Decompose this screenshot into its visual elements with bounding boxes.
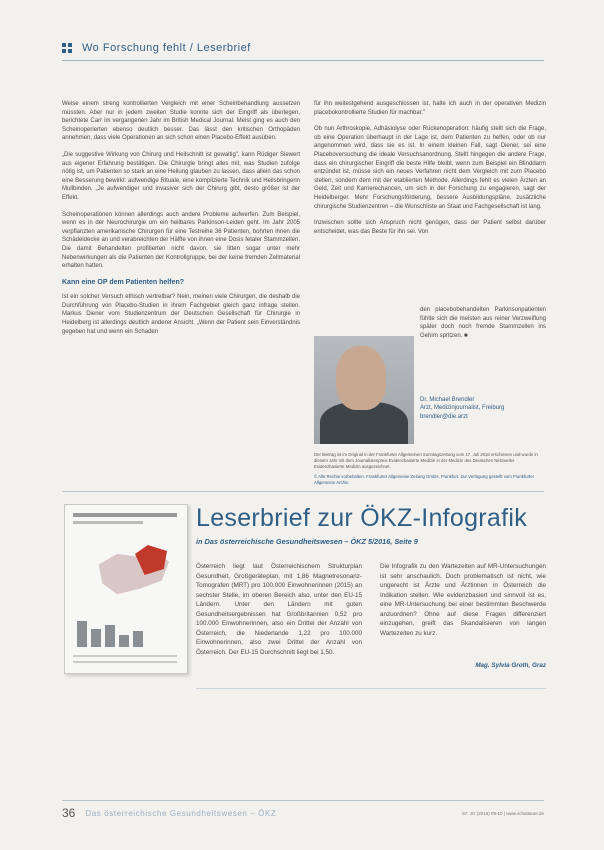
letter-right-column: Die Infografik zu den Wartezeiten auf MR-Untersuchungen ist sehr anschaulich. Doch problematisch ist nicht, wie ungerecht ist Ärzte und Ärztinnen in Österreich die Indikation stellen. Wie evidenzbasiert und sinnvoll ist es, eine MR-Untersuchung bei einer bestimmten Beschwerde anzuordnen? Ohne auf diese Fragen differenziert einzugehen, greift das Skandalisieren von langen Wartezeiten zu kurz.: [380, 563, 546, 637]
issue-info: 57. JG (2016) 09-10 | www.schattauer.de: [462, 810, 544, 816]
author-photo: [314, 336, 414, 444]
article-subheading: Kann eine OP dem Patienten helfen?: [62, 278, 185, 286]
paragraph: Ist ein solcher Versuch ethisch vertretbar? Nein, meinen viele Chirurgen, die deshalb die Durchführung von Placebo-Studien in ihrem Fachgebiet gleich ganz infrage stellen. Markus Diener vom Studienzentrum der Deutschen Gesellschaft für Chirurgie in Heidelberg ist allerdings deutlich anderer Ansicht. „Wenn der Patient sein Einverständnis gegeben hat und wenn ein Schaden: [62, 294, 300, 335]
wrapped-text: den placebobehandelten Parkinsonpatienten fühlte sich die meisten aus reiner Verzweiflung später doch noch fremde Stammzellen ins Gehirn spritzen. ■: [420, 307, 546, 339]
paragraph: „Die suggestive Wirkung von Chirurg und Heilschnitt ist gewaltig", kann Rüdiger Siewert aus eigener Erfahrung bestätigen. Die Chirurgie bringt alles mit, was Studien zufolge nötig ist, um Patienten so stark an eine Heilung glauben zu lassen, dass allein das schon eine Besserung bewirkt: aufwendige Rituale, eine komplizierte Technik und Heilsbringerin Mullbinden. „Je aufwendiger und invasiver sich der Chirurg gibt, desto größer ist der Effekt.: [62, 151, 300, 201]
copyright-note: © Alle Rechte vorbehalten. Frankfurter Allgemeine Zeitung GmbH, Frankfurt. Zur Verfügung gestellt vom Frankfurter Allgemeine Archiv.: [314, 474, 535, 485]
paragraph: Weise einem streng kontrollierten Vergleich mit einer Scheinbehandlung aussetzen müssten. Aber nur in jedem zweiten Studie konnte sich der Eingriff als überlegen, berichtete Carr im vergangenen Jahr im British Medical Journal. Meist ging es auch den Scheinoperierten ebenso deutlich besser. Das lässt den kritischen Orthopäden annehmen, dass viele Operationen an sich schon einen Placebo-Effekt ausüben.: [62, 101, 300, 142]
letter-author: Mag. Sylvia Groth, Graz: [475, 662, 546, 669]
footer-divider: [62, 800, 544, 801]
section-divider: [62, 491, 544, 492]
page-number: 36: [62, 806, 76, 820]
letter-end-rule: [196, 688, 546, 689]
page-footer: [62, 806, 544, 820]
publication-name: Das österreichische Gesundheitswesen – ÖKZ: [85, 808, 277, 818]
article-right-column: [314, 100, 546, 244]
paragraph: Ob nun Arthroskopie, Adhäsiolyse oder Rückenoperation: häufig stellt sich die Frage, ob eine Operation überhaupt in der Lage ist, dem Patienten zu helfen, oder ob nur angenommen wird, dass sie es ist. In einem kleinen Fall, sagt Diener, sei eine Placeboversuchung die ideale Versuchsanordnung. Stellt hingegen die andere Frage, dass ein chirurgischer Eingriff die beste Hilfe bleibt, wenn zum Beispiel ein Blinddarm entzündet ist, müsse sich ein neues Verfahren nicht dem Vergleich mit zum Placebo stellen, sondern dem mit der etablierten Methode. Allerdings fehlt es vielen Ärzten an Geld, Zeit und Karrierechancen, um sich in der Forschung zu engagieren, sagt der Heidelberger. Mehr Forschungsförderung, bessere Ausbildungspläne, zusätzliche chirurgische Studienzentren – die Wunschliste an Staat und Fachgesellschaft ist lang.: [314, 126, 546, 210]
section-header: [62, 42, 582, 54]
paragraph: Inzwischen sollte sich Anspruch nicht genügen, dass der Patient selbst darüber entscheidet, was das Beste für ihn sei. Von: [314, 220, 546, 235]
paragraph: Scheinoperationen können allerdings auch andere Probleme aufwerfen. Zum Beispiel, wenn es in der Neurochirurgie um ein heilbares Parkinson-Leiden geht. Im Jahr 2005 verpflanzten amerikanische Chirurgen für eine Testreihe 36 Patienten, bohrten ihnen die Schädeldecke an und verabreichten der Hälfte von ihnen eine Dosis fetaler Stammzellen. Die damit Behandelten profitierten nicht davon, sie litten sogar unter mehr Nebenwirkungen als die Patienten der Kontrollgruppe, bei der keine fremden Zellmaterial erhalten hatten.: [62, 211, 300, 270]
paragraph: für ihn weitestgehend ausgeschlossen ist, halte ich auch in der operativen Medizin placebokontrollierte Studien für machbar.": [314, 101, 546, 116]
article-left-column: [62, 100, 300, 344]
source-note: Der Beitrag ist im Original in der Frankfurter Allgemeinen Sonntagszeitung vom 17. Juli 2016 erschienen und wurde in diesem Jahr mit dem Journalistenpreis Evidenzbasierte Medizin in der Medizin des Deutschen Netzwerks Evidenzbasierte Medizin ausgezeichnet.: [314, 452, 538, 469]
letter-subtitle: in Das österreichische Gesundheitswesen – ÖKZ 5/2016, Seite 9: [196, 537, 418, 546]
author-signature: [420, 396, 546, 421]
letter-title: Leserbrief zur ÖKZ-Infografik: [196, 504, 528, 532]
header-divider: [62, 60, 544, 61]
author-email: brendler@die.arzt: [420, 413, 468, 420]
section-title: Wo Forschung fehlt / Leserbrief: [82, 42, 251, 54]
author-name: Dr. Michael Brendler: [420, 397, 475, 403]
author-role: Arzt, Medizinjournalist, Freiburg: [420, 405, 505, 412]
grid-dots-icon: [62, 43, 72, 53]
letter-left-column: Österreich liegt laut Österreichischem Strukturplan Gesundheit, Großgeräteplan, mit 1,86 Magnetresonanz-Tomografen (MRT) pro 100.000 Einwohnerinnen (2015) an sechster Stelle, im oberen Bereich also, unter den EU-15 Ländern. Unter den Ländern mit guten Gesundheitsergebnissen hat Großbritannien 0,52 pro 100.000 Einwohnerinnen, also ein Drittel der Anzahl von Österreich, die Niederlande 1,22 pro 100.000 Einwohnerinnen, also zwei Drittel der Anzahl von Österreich. Der EU-15 Durchschnitt liegt bei 1,50.: [196, 563, 362, 656]
infographic-thumbnail: [64, 504, 188, 674]
